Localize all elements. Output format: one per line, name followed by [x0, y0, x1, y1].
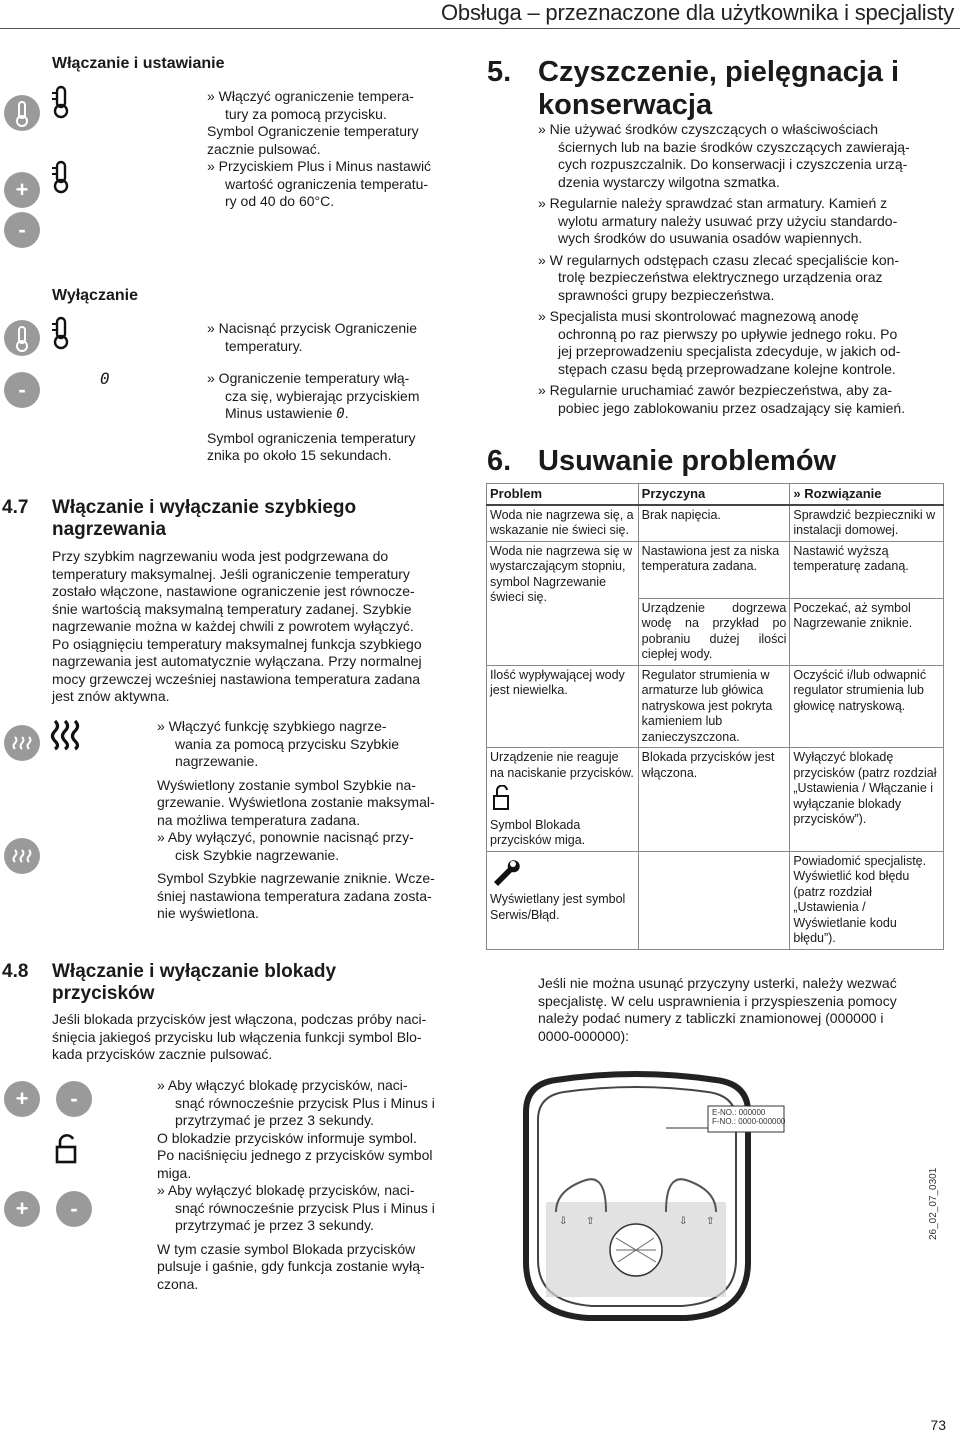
svg-text:⇧: ⇧: [586, 1216, 595, 1227]
col-header: Problem: [487, 484, 639, 505]
plus-button[interactable]: +: [4, 1191, 40, 1227]
sec48-steps: » Aby włączyć blokadę przycisków, naci- snąć równocześnie przycisk Plus i Minus i przytrzymać je przez 3 sekundy. O blokadzie przycisków informuje symbol. Po naciśnięciu jednego z przycisków symbol miga. » Aby wyłączyć blokadę przycisków, naci- snąć równocześnie przycisk Plus i Minus i przytrzymać je przez 3 sekundy. W tym czasie symbol Blokada przycisków pulsuje i gaśnie, gdy funkcja zostanie wyłą- czona.: [157, 1077, 435, 1292]
off-text-2: » Ograniczenie temperatury włą- cza się, wybierając przyciskiem Minus ustawienie 0. Symbol ograniczenia temperatury znika po około 15 sekundach.: [207, 370, 420, 463]
lock-open-icon: [54, 1133, 80, 1170]
sec5-items: » Nie używać środków czyszczących o właściwościach ściernych lub na bazie środków czyszczących zawierają- cych rozpuszczalnik. Do konserwacji i czyszczenia urzą- dzenia wystarczy wilgotna szmatka. » Regularnie należy sprawdzać stan armatury. Kamień z wylotu armatury należy usuwać przy użyciu standardo- wych środków do usuwania osadów wapiennych. » W regularnych odstępach czasu zlecać specjaliście kon- trolę bezpieczeństwa elektrycznego urządzenia oraz sprawności grupy bezpieczeństwa. » Specjalista musi skontrolować magnezową anodę ochronną po raz pierwszy po upływie jednego roku. Po jej przeprowadzeniu specjalista zdecyduje, w jakich od- stępach czasu będą przeprowadzane kolejne kontrole. » Regularnie uruchamiać zawór bezpieczeństwa, aby za- pobiec jego zablokowaniu przez osadzający się kamień.: [538, 121, 910, 416]
col-header: » Rozwiązanie: [790, 484, 944, 505]
setting-heading: Włączanie i ustawianie: [52, 55, 225, 72]
page-header-title: Obsługa – przeznaczone dla użytkownika i specjalisty: [441, 0, 954, 25]
table-row: Wyświetlany jest symbol Serwis/Błąd. Powiadomić specjalistę. Wyświetlić kod błędu (patrz rozdział „Ustawienia / Wyświetlanie kodu błędu”).: [487, 851, 944, 949]
table-row: Woda nie nagrzewa się w wystarczającym stopniu, symbol Nagrzewanie świeci się. Nastawiona jest za niska temperatura zadana. Nastawić wyższą temperaturę zadaną.: [487, 541, 944, 598]
sec47-steps: » Włączyć funkcję szybkiego nagrze- wania za pomocą przycisku Szybkie nagrzewanie. Wyświetlony zostanie symbol Szybkie na- grzewanie. Wyświetlona zostanie maksymal- na możliwa temperatura zadana. » Aby wyłączyć, ponownie nacisnąć przy- cisk Szybkie nagrzewanie. Symbol Szybkie nagrzewanie zniknie. Wcze- śniej nastawiona temperatura zadana zosta- nie wyświetlona.: [157, 718, 435, 921]
section-number: 4.8: [2, 961, 29, 982]
section-number: 6.: [487, 445, 512, 477]
section-title: Włączanie i wyłączanie blokady przycisków: [52, 961, 337, 1004]
section-title: Włączanie i wyłączanie szybkiego nagrzewania: [52, 497, 357, 540]
thermometer-button[interactable]: [4, 320, 40, 356]
off-heading: Wyłączanie: [52, 287, 138, 304]
col-header: Przyczyna: [638, 484, 790, 505]
zero-display-icon: 0: [100, 369, 110, 388]
table-row: Ilość wypływającej wody jest niewielka. Regulator strumienia w armaturze lub główica natryskowa jest pokryta kamieniem lub zanieczyszczona. Oczyścić i/lub odwapnić regulator strumienia lub głowicę natryskową.: [487, 665, 944, 748]
section-number: 4.7: [2, 497, 29, 518]
table-row: Urządzenie dogrzewa wodę na przykład po pobraniu dużej ilości ciepłej wody. Poczekać, aż symbol Nagrzewanie zniknie.: [487, 598, 944, 665]
section-title: Usuwanie problemów: [538, 445, 837, 477]
temp-limit-symbol-icon: [50, 316, 72, 355]
minus-button[interactable]: -: [56, 1081, 92, 1117]
plus-button[interactable]: +: [4, 1081, 40, 1117]
section-number: 5.: [487, 56, 512, 88]
minus-button[interactable]: -: [56, 1191, 92, 1227]
water-heater-drawing: [486, 1062, 906, 1332]
temp-limit-symbol-icon: [50, 160, 72, 199]
sec6-note: Jeśli nie można usunąć przyczyny usterki, należy wezwać specjalistę. W celu usprawnienia i przyspieszenia pomocy należy podać numery z tabliczki znamionowej (000000 i 0000-000000):: [538, 975, 897, 1044]
quick-heat-symbol-icon: [48, 718, 84, 757]
section-title: Czyszczenie, pielęgnacja i konserwacja: [538, 56, 900, 121]
figure-code: 26_02_07_0301: [928, 1167, 939, 1240]
device-figure: [486, 1062, 906, 1332]
problems-table: [486, 483, 944, 950]
svg-text:⇩: ⇩: [559, 1216, 568, 1227]
svg-text:⇩: ⇩: [679, 1216, 688, 1227]
wrench-icon: [490, 856, 522, 886]
table-header-row: [487, 484, 944, 505]
header-rule: [0, 28, 960, 29]
sec47-paragraph: Przy szybkim nagrzewaniu woda jest podgrzewana do temperatury maksymalnej. Jeśli ograniczenie temperatury zostało włączone, nastawione ograniczenie jest równocze- śnie wartością maksymalną temperatury zadanej. Szybkie nagrzewanie można w każdej chwili z powrotem wyłączyć. Po osiągnięciu temperatury maksymalnej funkcja szybkiego nagrzewania jest automatycznie wyłączana. Przy normalnej mocy grzewczej wcześniej nastawiona temperatura zadana jest znów aktywna.: [52, 548, 422, 704]
table-row: Woda nie nagrzewa się, a wskazanie nie świeci się. Brak napięcia. Sprawdzić bezpieczniki w instalacji domowej.: [487, 505, 944, 542]
quick-heat-button[interactable]: [4, 725, 40, 761]
thermometer-icon: [4, 95, 40, 131]
minus-button[interactable]: -: [4, 372, 40, 408]
sec48-paragraph: Jeśli blokada przycisków jest włączona, podczas próby naci- śnięcia jakiegoś przycisku lub włączenia funkcji symbol Blo- kada przycisków zacznie pulsować.: [52, 1011, 427, 1062]
temp-limit-symbol-icon: [50, 85, 72, 124]
rating-plate: E-NO.: 000000 F-NO.: 0000-000000: [712, 1108, 786, 1126]
minus-button[interactable]: -: [4, 212, 40, 248]
quick-heat-button[interactable]: [4, 838, 40, 874]
svg-text:⇧: ⇧: [706, 1216, 715, 1227]
setting-text: » Włączyć ograniczenie tempera- tury za pomocą przycisku. Symbol Ograniczenie temperatury zacznie pulsować. » Przyciskiem Plus i Minus nastawić wartość ograniczenia temperatu- ry od 40 do 60°C.: [207, 88, 432, 209]
lock-open-icon: [492, 785, 512, 811]
page-number: 73: [930, 1417, 946, 1433]
table-row: Urządzenie nie reaguje na naciskanie przycisków. Symbol Blokada przycisków miga. Blokada przycisków jest włączona. Wyłączyć blokadę przycisków (patrz rozdział „Ustawienia / Włączanie i wyłączanie blokady przycisków”).: [487, 748, 944, 852]
thermometer-button[interactable]: [4, 95, 40, 131]
off-text-1: » Nacisnąć przycisk Ograniczenie temperatury.: [207, 320, 418, 354]
plus-button[interactable]: +: [4, 172, 40, 208]
